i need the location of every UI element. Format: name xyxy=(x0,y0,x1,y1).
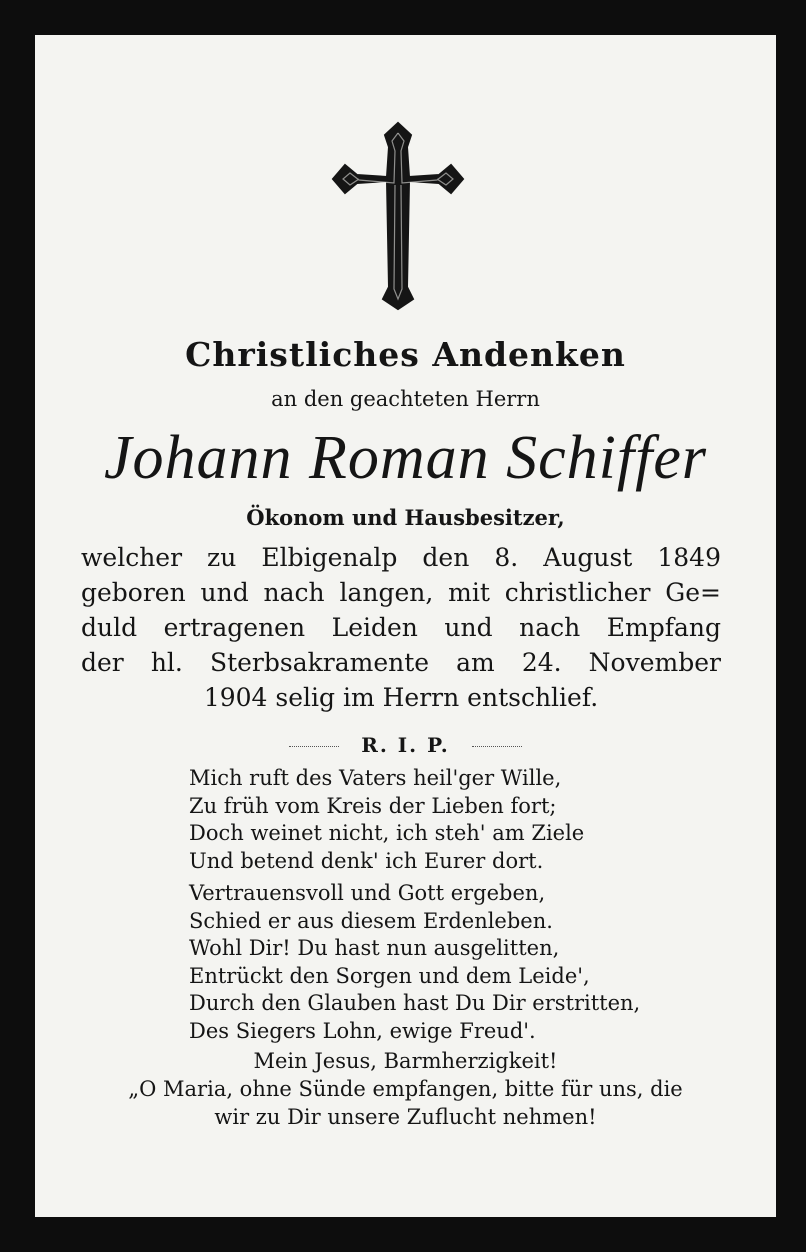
bio-line: 1904 selig im Herrn entschlief. xyxy=(203,683,599,712)
deceased-name: Johann Roman Schiffer xyxy=(103,424,707,492)
prayer-line: Mein Jesus, Barmherzigkeit! xyxy=(253,1049,558,1073)
poem-line: Entrückt den Sorgen und dem Leide', xyxy=(189,963,590,988)
bio-line: duld ertragenen Leiden und nach Empfang xyxy=(81,613,721,642)
biography xyxy=(81,540,721,715)
poem-line: Doch weinet nicht, ich steh' am Ziele xyxy=(189,821,585,845)
rip-text: R. I. P. xyxy=(361,733,450,757)
poem-stanza-1 xyxy=(189,765,584,875)
prayer-line: „O Maria, ohne Sünde empfangen, bitte für uns, die xyxy=(128,1077,683,1101)
card-heading: Christliches Andenken xyxy=(185,335,626,374)
poem-stanza-2 xyxy=(189,880,640,1045)
poem-line: Mich ruft des Vaters heil'ger Wille, xyxy=(189,766,562,790)
cross-icon xyxy=(331,121,465,311)
card-subheading: an den geachteten Herrn xyxy=(271,387,540,411)
ornament-right xyxy=(472,746,522,747)
poem-line: Zu früh vom Kreis der Lieben fort; xyxy=(189,793,557,818)
bio-line: welcher zu Elbigenalp den 8. August 1849 xyxy=(81,543,721,572)
poem-line: Durch den Glauben hast Du Dir erstritten, xyxy=(189,991,641,1015)
bio-line: der hl. Sterbsakramente am 24. November xyxy=(81,648,721,677)
deceased-occupation: Ökonom und Hausbesitzer, xyxy=(246,505,565,530)
bio-line: geboren und nach langen, mit christlicher Ge= xyxy=(81,578,721,607)
ornament-left xyxy=(289,746,339,747)
poem-line: Schied er aus diesem Erdenleben. xyxy=(189,908,553,933)
poem-line: Vertrauensvoll und Gott ergeben, xyxy=(189,881,546,905)
poem-line: Des Siegers Lohn, ewige Freud'. xyxy=(189,1018,536,1043)
rip-divider xyxy=(35,733,776,757)
closing-prayer xyxy=(35,1047,776,1131)
prayer-line: wir zu Dir unsere Zuflucht nehmen! xyxy=(214,1105,597,1129)
poem-line: Und betend denk' ich Eurer dort. xyxy=(189,848,544,873)
memorial-card xyxy=(35,35,776,1217)
poem-line: Wohl Dir! Du hast nun ausgelitten, xyxy=(189,936,560,960)
